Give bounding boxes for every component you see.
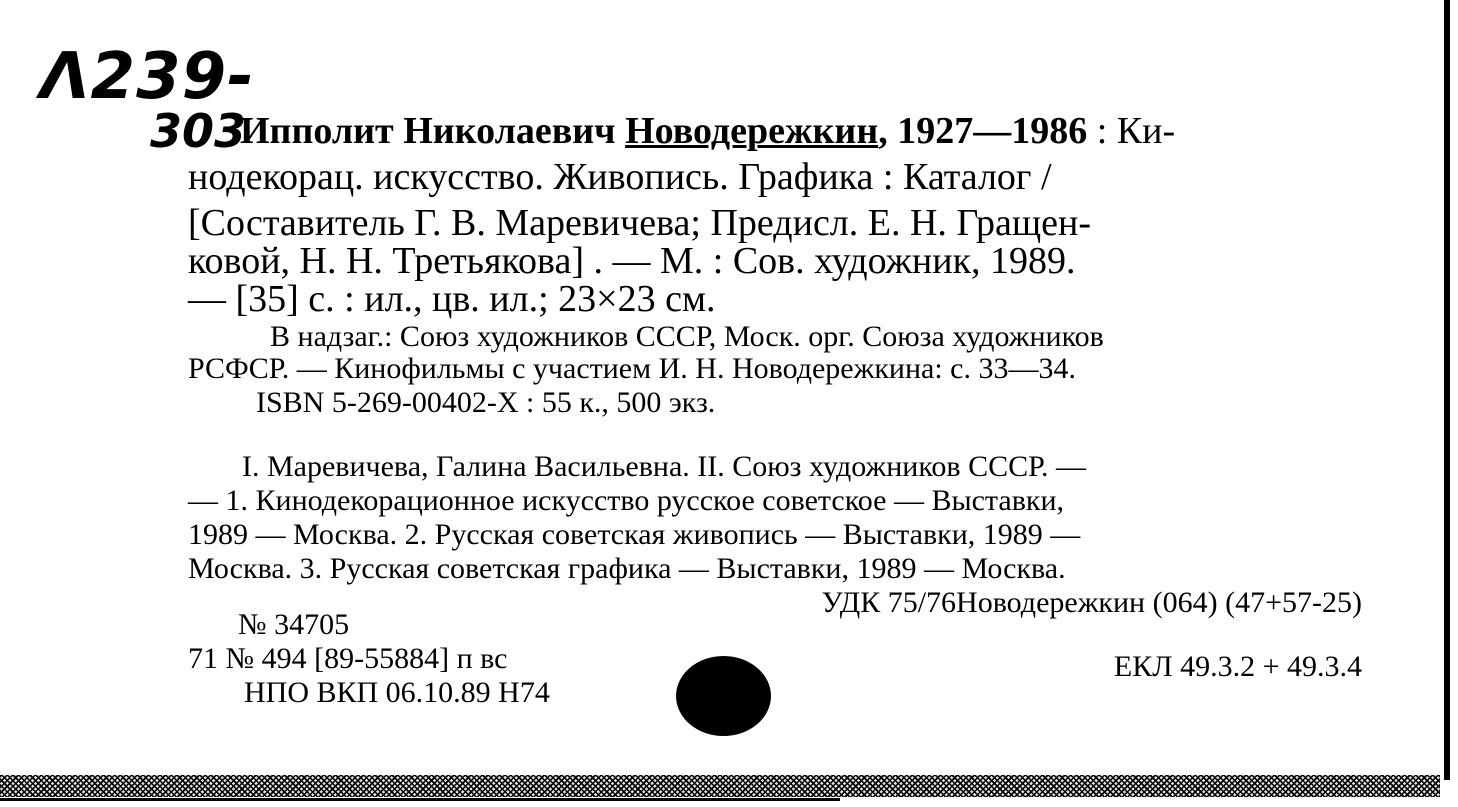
printer-line: НПО ВКП 06.10.89 Н74 — [244, 676, 550, 709]
card-bottom-edge — [0, 775, 1440, 797]
card-right-border — [1444, 0, 1450, 780]
tracing-line-3: 1989 — Москва. 2. Русская советская живопись — Выставки, 1989 — — [188, 518, 1081, 551]
card-number: № 34705 — [238, 608, 350, 641]
author-years: , 1927—1986 — [878, 110, 1088, 152]
note-line-1: В надзаг.: Союз художников СССР, Моск. орг. Союза художников — [270, 320, 1104, 353]
handwritten-shelf-code-top: Λ239- — [40, 40, 255, 114]
note-line-2: РСФСР. — Кинофильмы с участием И. Н. Новодережкина: с. 33—34. — [188, 352, 1076, 385]
card-bottom-line — [0, 798, 840, 801]
punch-hole — [676, 656, 771, 736]
tracing-line-2: — 1. Кинодекорационное искусство русское советское — Выставки, — [188, 484, 1065, 517]
isbn-line: ISBN 5-269-00402-X : 55 к., 500 экз. — [256, 386, 716, 419]
handwritten-shelf-code-bottom: 303 — [150, 104, 247, 158]
tracing-line-1: I. Маревичева, Галина Васильевна. II. Союз художников СССР. — — [242, 450, 1087, 483]
entry-line-5: — [35] с. : ил., цв. ил.; 23×23 см. — [188, 278, 716, 320]
registration-line: 71 № 494 [89-55884] п вс — [188, 642, 508, 675]
author-given-names: Ипполит Николаевич — [240, 110, 626, 152]
entry-line-2: нодекорац. искусство. Живопись. Графика : Каталог / — [188, 156, 1052, 198]
entry-line-3: [Составитель Г. В. Маревичева; Предисл. Е. Н. Гращен- — [188, 202, 1091, 244]
tracing-line-4: Москва. 3. Русская советская графика — Выставки, 1989 — Москва. — [188, 552, 1066, 585]
udk-code: УДК 75/76Новодережкин (064) (47+57-25) — [821, 586, 1362, 619]
ekl-code: ЕКЛ 49.3.2 + 49.3.4 — [1113, 650, 1362, 683]
entry-line-4: ковой, Н. Н. Третьякова] . — М. : Сов. художник, 1989. — [188, 240, 1076, 282]
entry-heading-line — [240, 112, 1175, 150]
author-surname: Новодережкин — [625, 110, 879, 152]
title-start: : Ки- — [1087, 110, 1176, 152]
